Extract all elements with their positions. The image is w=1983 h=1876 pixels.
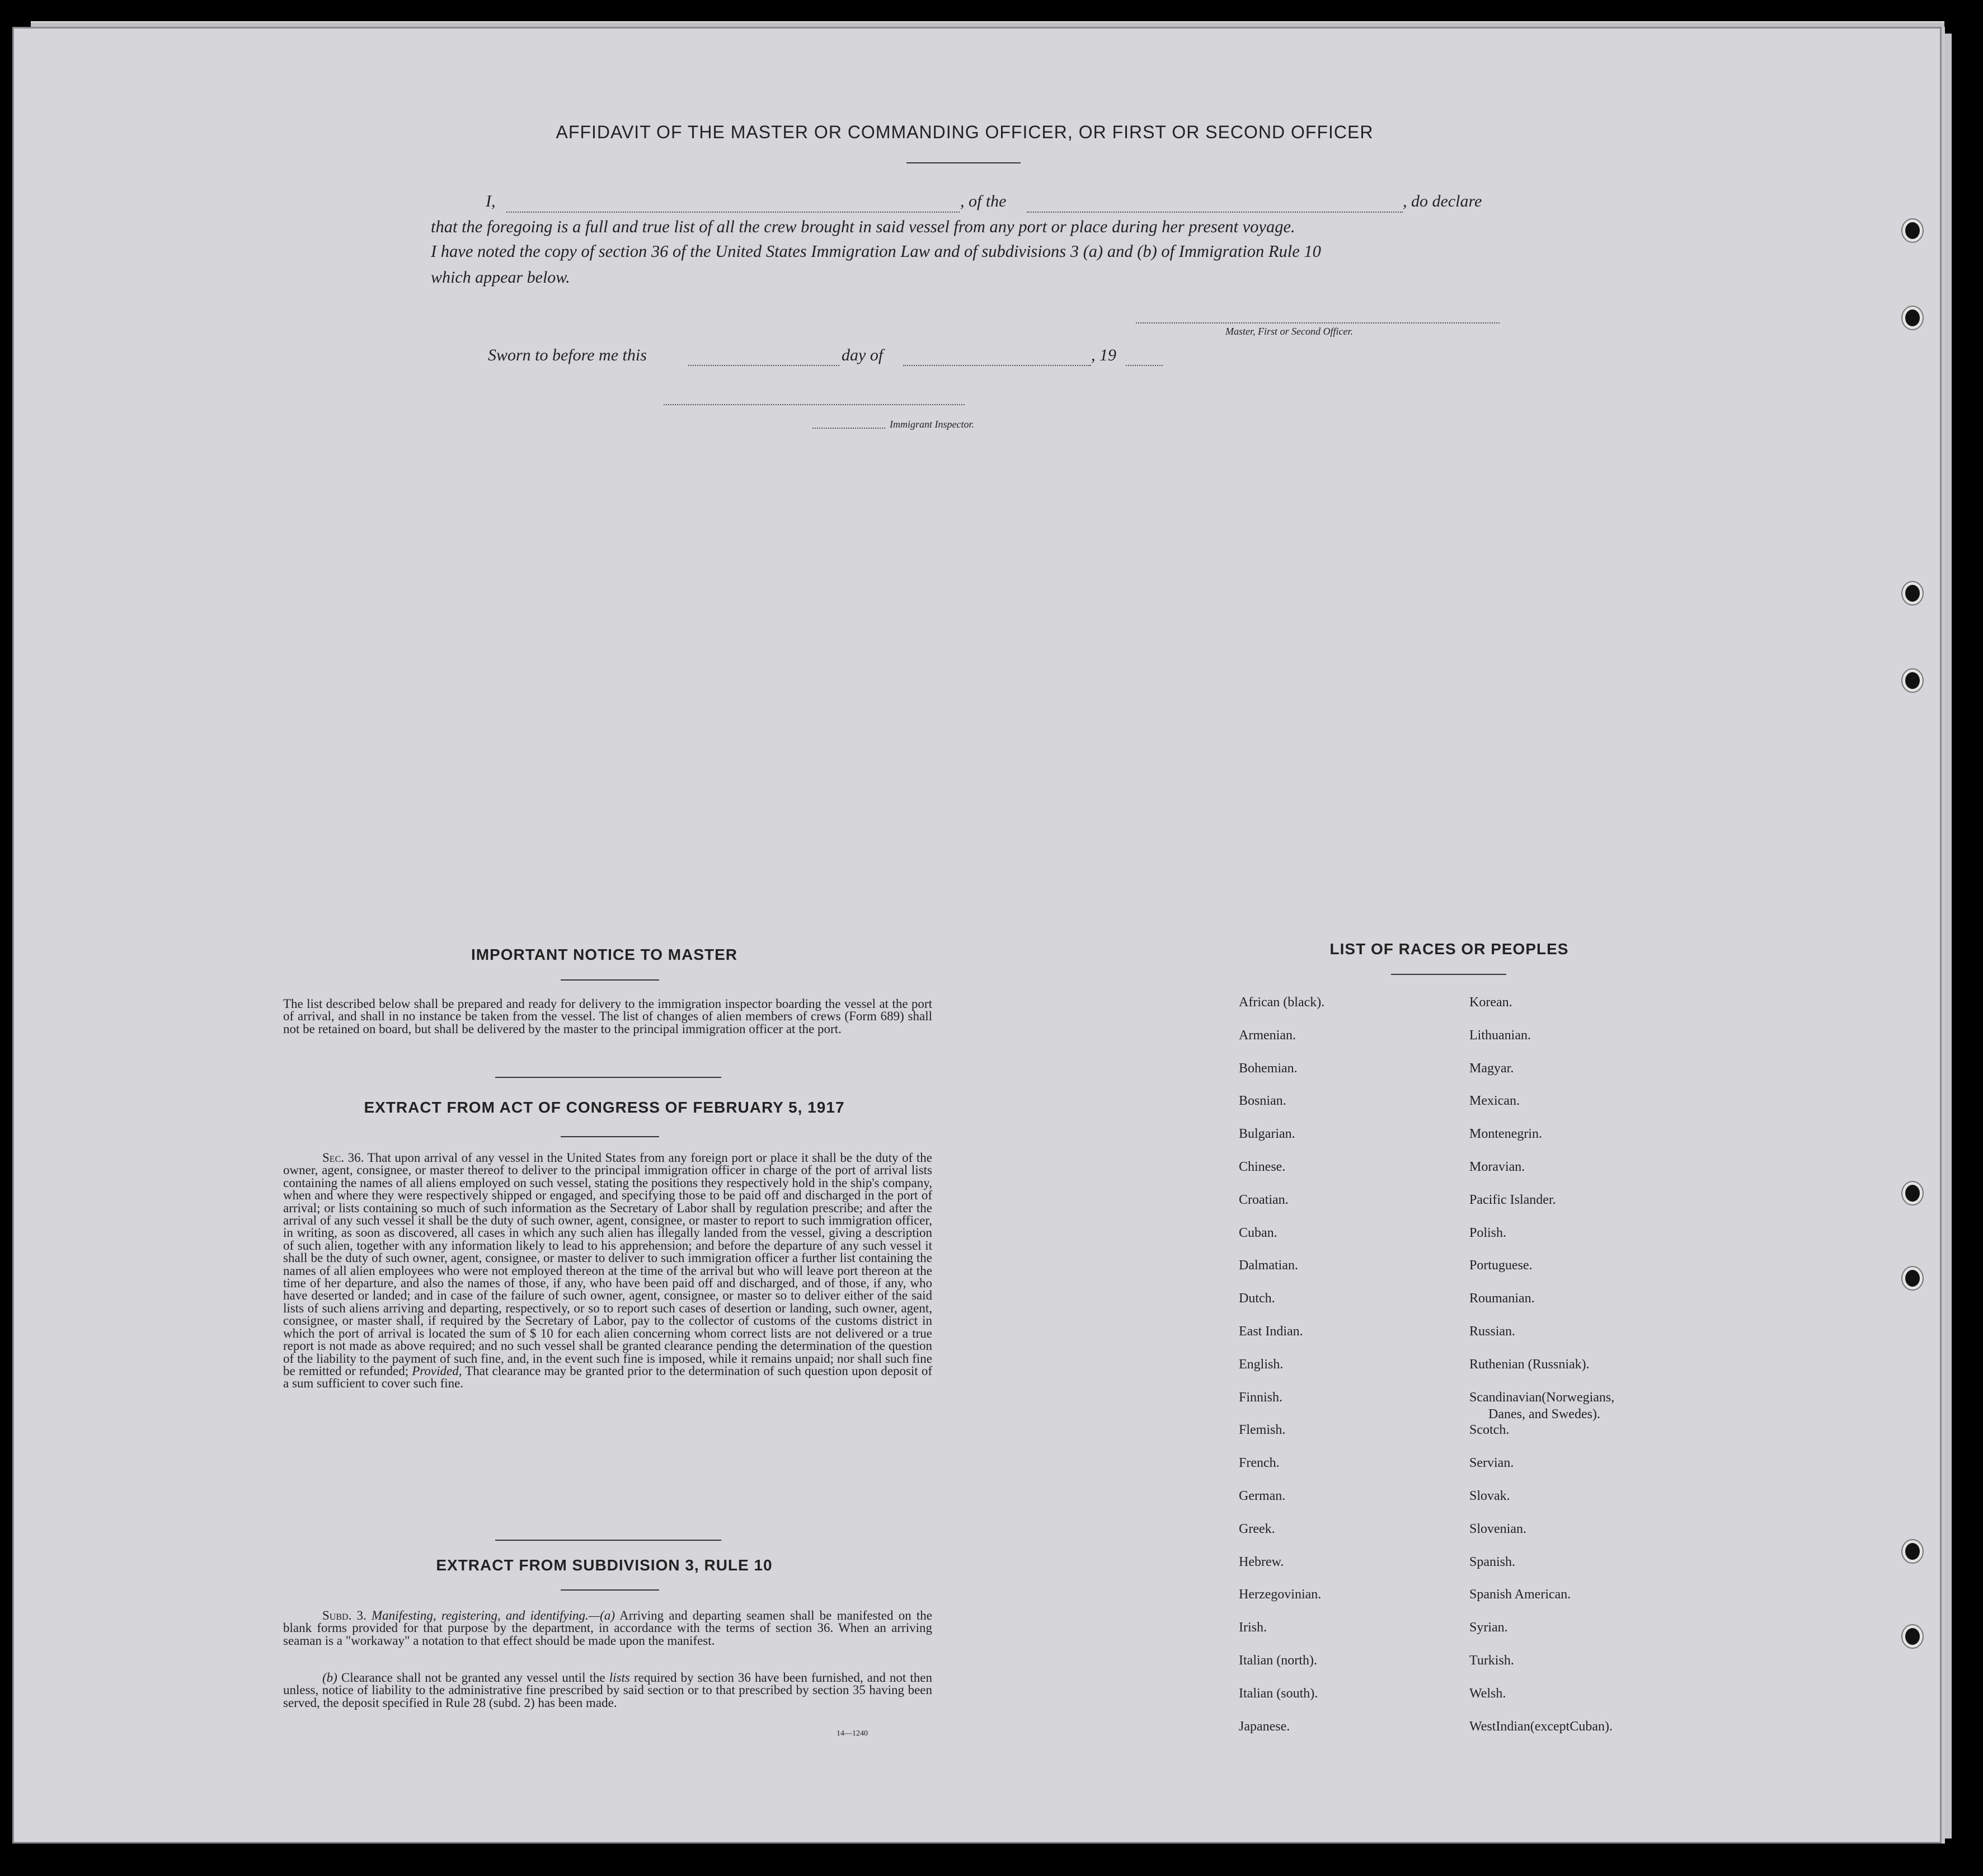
race-item: French. — [1239, 1456, 1280, 1470]
page-side-edge — [1942, 34, 1952, 1839]
sworn-label: Sworn to before me this — [488, 346, 647, 364]
race-item: Italian (south). — [1239, 1686, 1318, 1701]
race-item: Bulgarian. — [1239, 1127, 1295, 1141]
race-item: East Indian. — [1239, 1324, 1303, 1339]
race-item: Spanish American. — [1469, 1587, 1571, 1602]
race-item: WestIndian(exceptCuban). — [1469, 1719, 1613, 1734]
vessel-field[interactable] — [1027, 212, 1403, 213]
act-extract-title: EXTRACT FROM ACT OF CONGRESS OF FEBRUARY 5, 1917 — [364, 1099, 845, 1116]
name-field[interactable] — [506, 212, 960, 213]
race-item: Armenian. — [1239, 1028, 1296, 1043]
b-lists: lists — [609, 1671, 630, 1685]
master-signature-field[interactable] — [1136, 322, 1500, 323]
race-item: Welsh. — [1469, 1686, 1506, 1701]
b-label: (b) — [322, 1671, 337, 1685]
race-item-continuation: Danes, and Swedes). — [1488, 1407, 1600, 1422]
act-extract-bottom-rule — [495, 1540, 721, 1541]
title-rule — [906, 162, 1021, 163]
race-item: Dutch. — [1239, 1291, 1275, 1306]
race-item: Montenegrin. — [1469, 1127, 1542, 1141]
subd-body: Arriving and departing seamen shall be manifested on the blank forms provided for that purpose by the department, in accordance with the terms of section 36. When an arriving seaman is a "workaway" a notation to that effect should be made upon the manifest. — [283, 1608, 933, 1648]
affidavit-line-3: which appear below. — [431, 268, 570, 287]
binder-hole-icon — [1902, 1540, 1923, 1563]
affidavit-line-2: I have noted the copy of section 36 of the United States Immigration Law and of subdivisions 3 (a) and (b) of Immigration Rule 10 — [431, 242, 1321, 261]
binder-hole-icon — [1902, 219, 1923, 242]
affidavit-do-declare: , do declare — [1403, 192, 1482, 210]
document-page — [12, 27, 1942, 1844]
race-item: Magyar. — [1469, 1061, 1514, 1076]
race-item: Russian. — [1469, 1324, 1516, 1339]
race-item: Croatian. — [1239, 1193, 1289, 1207]
race-item: Cuban. — [1239, 1226, 1277, 1240]
act-extract-rule — [561, 1136, 659, 1137]
rule-extract-rule — [561, 1589, 659, 1591]
subd-title: Manifesting, registering, and identifying.—(a) — [372, 1608, 615, 1622]
binder-hole-icon — [1902, 1625, 1923, 1648]
day-field[interactable] — [688, 365, 839, 366]
race-item: English. — [1239, 1357, 1284, 1372]
master-signature-label: Master, First or Second Officer. — [1225, 326, 1353, 337]
race-item: Syrian. — [1469, 1620, 1508, 1635]
race-item: Polish. — [1469, 1226, 1507, 1240]
form-number: 14—1240 — [837, 1729, 868, 1738]
race-item: Italian (north). — [1239, 1653, 1317, 1668]
races-title: LIST OF RACES OR PEOPLES — [1329, 940, 1569, 958]
race-item: Chinese. — [1239, 1160, 1286, 1174]
race-item: Irish. — [1239, 1620, 1267, 1635]
notice-rule — [561, 979, 659, 981]
race-item: Bohemian. — [1239, 1061, 1298, 1076]
race-item: Roumanian. — [1469, 1291, 1535, 1306]
inspector-signature-label: Immigrant Inspector. — [890, 419, 974, 430]
race-item: Korean. — [1469, 995, 1512, 1010]
b-body-1: Clearance shall not be granted any vessel until the — [341, 1671, 605, 1685]
binder-hole-icon — [1902, 582, 1923, 604]
subdivision-3a-text — [283, 1610, 932, 1647]
inspector-dots — [812, 428, 885, 429]
provided-label: Provided, — [412, 1363, 462, 1378]
race-item: Lithuanian. — [1469, 1028, 1531, 1043]
year-field[interactable] — [1126, 365, 1163, 366]
races-rule — [1391, 974, 1506, 975]
race-item: Dalmatian. — [1239, 1258, 1298, 1273]
race-item: German. — [1239, 1489, 1286, 1503]
inspector-signature-field[interactable] — [664, 404, 965, 405]
race-item: Hebrew. — [1239, 1555, 1284, 1569]
year-label: , 19 — [1091, 346, 1116, 364]
subdivision-3b-text — [283, 1672, 932, 1709]
rule-extract-title: EXTRACT FROM SUBDIVISION 3, RULE 10 — [436, 1556, 773, 1574]
act-section-36-text — [283, 1152, 932, 1390]
race-item: Portuguese. — [1469, 1258, 1533, 1273]
day-of-label: day of — [842, 346, 884, 364]
sec-label: Sec. 36. — [322, 1151, 364, 1165]
race-item: Mexican. — [1469, 1094, 1520, 1108]
notice-bottom-rule — [495, 1077, 721, 1078]
race-item: Slovenian. — [1469, 1522, 1526, 1536]
notice-title: IMPORTANT NOTICE TO MASTER — [471, 946, 738, 963]
race-item: Scandinavian(Norwegians, — [1469, 1390, 1615, 1405]
sec-36-body: That upon arrival of any vessel in the United States from any foreign port or place it shall be the duty of the owner, agent, consignee, or master thereof to deliver to the principal immigration officer in charge of the port of arrival lists containing the names of all aliens employed on such vessel, stating the positions they respectively hold in the ship's company, when and where they were respectively shipped or engaged, and specifying those to be paid off and discharged in the port of arrival; or lists containing so much of such information as the Secretary of Labor shall by regulation prescribe; and after the arrival of any such vessel it shall be the duty of such owner, agent, consignee, or master to report to such immigration officer, in writing, as soon as discovered, all cases in which any such alien has illegally landed from the vessel, giving a description of such alien, together with any information likely to lead to his apprehension; and before the departure of any such vessel it shall be the duty of such owner, agent, consignee, or master to deliver to such immigration officer a further list containing the names of all alien employees who were not employed thereon at the time of the arrival but who will leave port thereon at the time of her departure, and also the names of those, if any, who have been paid off and discharged, and of those, if any, who have deserted or landed; and in case of the failure of such owner, agent, consignee, or master so to deliver either of the said lists of such aliens arriving and departing, respectively, or so to report such cases of desertion or landing, such owner, agent, consignee, or master shall, if required by the Secretary of Labor, pay to the collector of customs of the customs district in which the port of arrival is located the sum of $ 10 for each alien concerning whom correct lists are not delivered or a true report is not made as above required; and no such vessel shall be granted clearance pending the determination of the question of the liability to the payment of such fine, and, in the event such fine is imposed, while it remains unpaid; nor shall such fine be remitted or refunded; — [283, 1151, 932, 1378]
binder-hole-icon — [1902, 1267, 1923, 1289]
race-item: Ruthenian (Russniak). — [1469, 1357, 1590, 1372]
race-item: Greek. — [1239, 1522, 1275, 1536]
b-body-2: required by section 36 have been furnished, and not then unless, notice of liability to the administrative fine prescribed by said section or to that prescribed by section 35 having been served, the deposit specified in Rule 28 (subd. 2) has been made. — [283, 1671, 933, 1710]
race-item: Flemish. — [1239, 1423, 1286, 1437]
affidavit-i: I, — [486, 192, 496, 210]
affidavit-title: AFFIDAVIT OF THE MASTER OR COMMANDING OFFICER, OR FIRST OR SECOND OFFICER — [556, 122, 1374, 142]
month-field[interactable] — [903, 365, 1091, 366]
binder-hole-icon — [1902, 669, 1923, 692]
race-item: Servian. — [1469, 1456, 1514, 1470]
affidavit-line-1: that the foregoing is a full and true list of all the crew brought in said vessel from any port or place during her present voyage. — [431, 217, 1295, 236]
race-item: Japanese. — [1239, 1719, 1290, 1734]
binder-hole-icon — [1902, 1182, 1923, 1204]
race-item: Slovak. — [1469, 1489, 1510, 1503]
race-item: Spanish. — [1469, 1555, 1516, 1569]
race-item: Herzegovinian. — [1239, 1587, 1322, 1602]
binder-hole-icon — [1902, 307, 1923, 329]
race-item: Finnish. — [1239, 1390, 1283, 1405]
race-item: Scotch. — [1469, 1423, 1510, 1437]
subd-label: Subd. 3. — [322, 1608, 366, 1622]
affidavit-of-the: , of the — [960, 192, 1007, 210]
race-item: Turkish. — [1469, 1653, 1514, 1668]
notice-text: The list described below shall be prepared and ready for delivery to the immigration inspector boarding the vessel at the port of arrival, and shall in no instance be taken from the vessel. The list of changes of alien members of crews (Form 689) shall not be retained on board, but shall be delivered by the master to the principal immigration officer at the port. — [283, 997, 932, 1036]
race-item: Pacific Islander. — [1469, 1193, 1556, 1207]
race-item: Bosnian. — [1239, 1094, 1286, 1108]
race-item: Moravian. — [1469, 1160, 1525, 1174]
race-item: African (black). — [1239, 995, 1325, 1010]
provided-text: That clearance may be granted prior to the determination of such question upon deposit of a sum sufficient to cover such fine. — [283, 1363, 932, 1391]
